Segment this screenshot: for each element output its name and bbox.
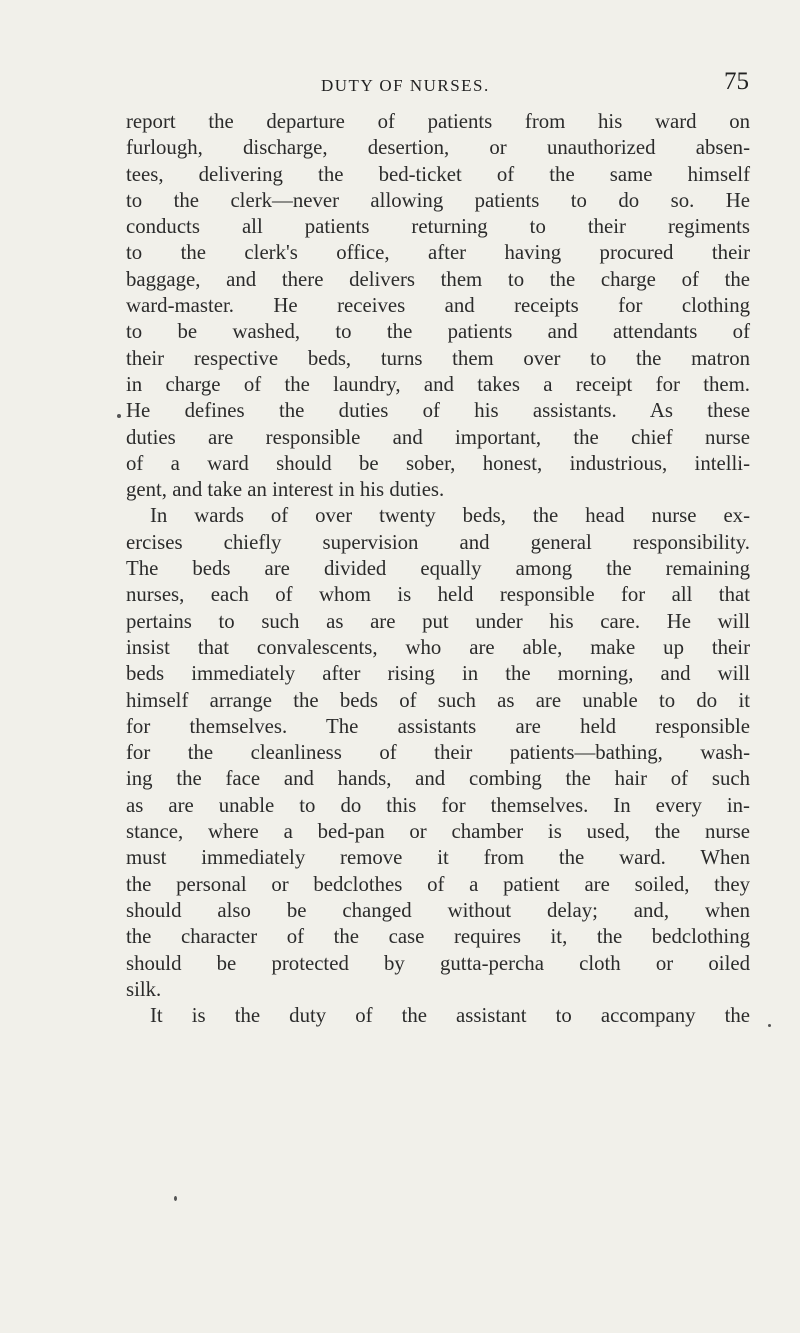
text-line: silk. bbox=[126, 977, 162, 1001]
text-line: to be washed, to the patients and attendants of bbox=[126, 320, 750, 344]
text-line: as are unable to do this for themselves. In every in- bbox=[126, 793, 750, 817]
text-line: should be protected by gutta-percha cloth or oiled bbox=[126, 951, 750, 975]
text-line: to the clerk's office, after having procured their bbox=[126, 241, 750, 265]
text-line: In wards of over twenty beds, the head nurse ex- bbox=[150, 504, 750, 528]
text-line: for themselves. The assistants are held responsible bbox=[126, 714, 750, 738]
text-line: The beds are divided equally among the remaining bbox=[126, 557, 750, 581]
text-line: in charge of the laundry, and takes a receipt for them. bbox=[126, 372, 750, 396]
text-line: It is the duty of the assistant to accompany the bbox=[150, 1004, 750, 1028]
text-line: duties are responsible and important, the chief nurse bbox=[126, 425, 750, 449]
text-line: pertains to such as are put under his care. He will bbox=[126, 609, 750, 633]
text-line: report the departure of patients from his ward on bbox=[126, 110, 750, 133]
page-number: 75 bbox=[724, 68, 749, 95]
running-title: DUTY OF NURSES. bbox=[321, 76, 490, 95]
text-line: their respective beds, turns them over to the matron bbox=[126, 346, 750, 370]
print-speck bbox=[174, 1196, 177, 1201]
text-line: ward-master. He receives and receipts for clothing bbox=[126, 294, 750, 318]
text-line: should also be changed without delay; and, when bbox=[126, 898, 750, 922]
body-text bbox=[126, 109, 750, 1029]
text-line: stance, where a bed-pan or chamber is used, the nurse bbox=[126, 820, 750, 844]
text-line: must immediately remove it from the ward. When bbox=[126, 846, 750, 870]
text-line: conducts all patients returning to their regiments bbox=[126, 215, 750, 239]
text-line: the personal or bedclothes of a patient are soiled, they bbox=[126, 872, 750, 896]
print-speck bbox=[117, 414, 121, 418]
text-line: of a ward should be sober, honest, industrious, intelli- bbox=[126, 451, 750, 475]
text-line: insist that convalescents, who are able, make up their bbox=[126, 635, 750, 659]
running-head bbox=[126, 62, 766, 98]
text-line: the character of the case requires it, the bedclothing bbox=[126, 925, 750, 949]
text-line: gent, and take an interest in his duties. bbox=[126, 478, 445, 502]
text-line: for the cleanliness of their patients—bathing, wash- bbox=[126, 741, 750, 765]
text-line: tees, delivering the bed-ticket of the same himself bbox=[126, 162, 750, 186]
text-line: beds immediately after rising in the morning, and will bbox=[126, 662, 750, 686]
text-line: nurses, each of whom is held responsible for all that bbox=[126, 583, 750, 607]
text-line: furlough, discharge, desertion, or unauthorized absen- bbox=[126, 136, 750, 160]
text-line: baggage, and there delivers them to the charge of the bbox=[126, 267, 750, 291]
text-line: ercises chiefly supervision and general responsibility. bbox=[126, 530, 750, 554]
print-speck bbox=[768, 1024, 771, 1027]
text-line: ing the face and hands, and combing the hair of such bbox=[126, 767, 750, 791]
text-line: to the clerk—never allowing patients to do so. He bbox=[126, 188, 750, 212]
text-line: He defines the duties of his assistants. As these bbox=[126, 399, 750, 423]
text-line: himself arrange the beds of such as are unable to do it bbox=[126, 688, 750, 712]
